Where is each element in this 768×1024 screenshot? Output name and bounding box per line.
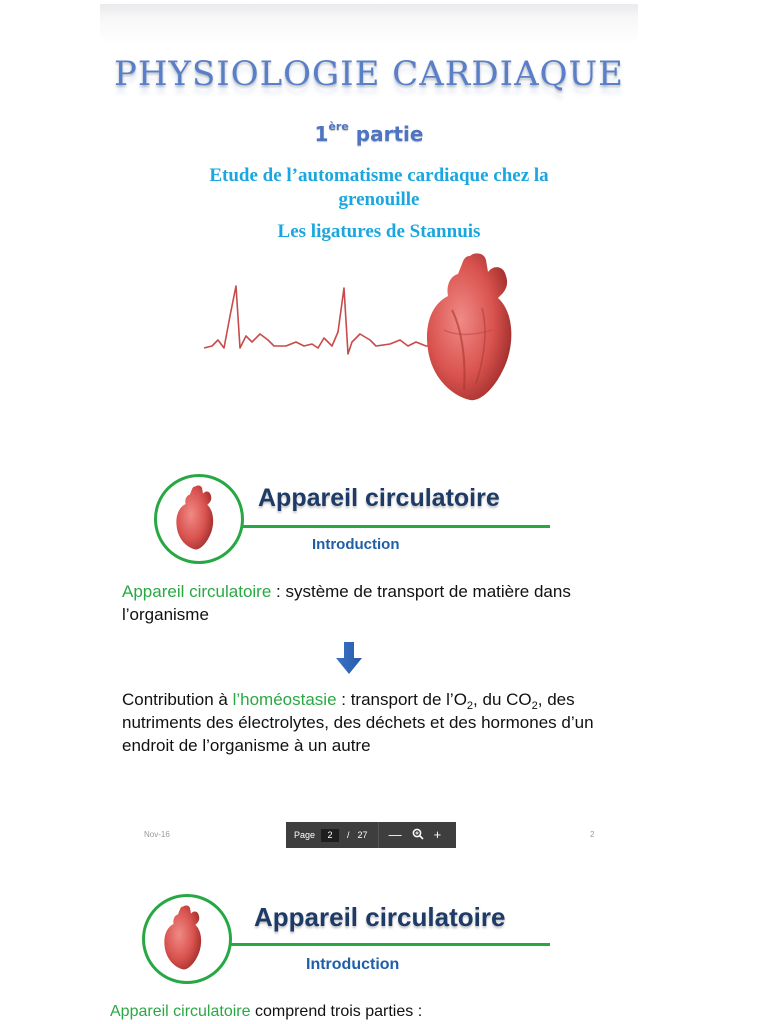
slide-1	[100, 4, 638, 410]
definition-body: : système de transport de matière dans l’organisme	[122, 582, 571, 624]
part-label	[100, 122, 638, 146]
body-rest: comprend trois parties :	[250, 1003, 423, 1020]
slide-title: PHYSIOLOGIE CARDIAQUE	[114, 54, 624, 94]
definition-term: Appareil circulatoire	[122, 582, 272, 601]
slide-subtitle-ligatures: Les ligatures de Stannuis	[277, 221, 481, 242]
subtitle-line: grenouille	[338, 189, 420, 210]
body-text	[110, 1000, 422, 1023]
subscript: 2	[531, 700, 538, 712]
magnifier-icon	[412, 828, 424, 840]
contribution-part: , du CO	[473, 690, 532, 709]
footer-page-number: 2	[590, 830, 595, 839]
zoom-out-button[interactable]: —	[388, 827, 402, 842]
header-underline	[238, 525, 550, 528]
down-arrow-icon	[336, 642, 362, 674]
zoom-in-button[interactable]: +	[433, 827, 442, 842]
page-label: Page	[294, 830, 316, 840]
toolbar-divider	[378, 822, 379, 848]
heart-icon	[154, 904, 214, 972]
subscript: 2	[466, 700, 474, 712]
heart-icon	[166, 484, 226, 552]
definition-text	[122, 580, 622, 626]
page-navigation-toolbar	[286, 822, 456, 848]
slide-section: Introduction	[306, 956, 400, 973]
slide-2	[116, 466, 638, 848]
page-number-input[interactable]	[321, 829, 339, 842]
header-underline	[226, 943, 550, 946]
part-word: partie	[355, 122, 424, 146]
contribution-prefix: Contribution à	[122, 690, 233, 709]
body-term: Appareil circulatoire	[110, 1003, 251, 1020]
zoom-button[interactable]	[412, 822, 424, 848]
slide-subtitle	[140, 164, 618, 212]
part-superscript: ère	[328, 120, 349, 133]
heart-illustration	[422, 250, 522, 406]
part-number: 1	[314, 122, 329, 146]
slide-3	[106, 886, 638, 1024]
contribution-part: , des nutriments des électrolytes, des déchets et des hormones d’un endroit de l’organisme à un autre	[122, 690, 594, 755]
page-separator: /	[347, 830, 350, 840]
slide-section: Introduction	[312, 536, 400, 553]
slide-heading: Appareil circulatoire	[258, 484, 500, 512]
ecg-trace	[200, 276, 440, 366]
total-pages: 27	[357, 830, 368, 840]
slide-heading: Appareil circulatoire	[254, 902, 506, 932]
footer-date: Nov-16	[144, 830, 170, 839]
contribution-text	[122, 688, 632, 757]
contribution-part: : transport de l’O	[336, 690, 467, 709]
homeostasis-term: l’homéostasie	[232, 690, 337, 709]
subtitle-line: Etude de l’automatisme cardiaque chez la	[209, 165, 549, 186]
